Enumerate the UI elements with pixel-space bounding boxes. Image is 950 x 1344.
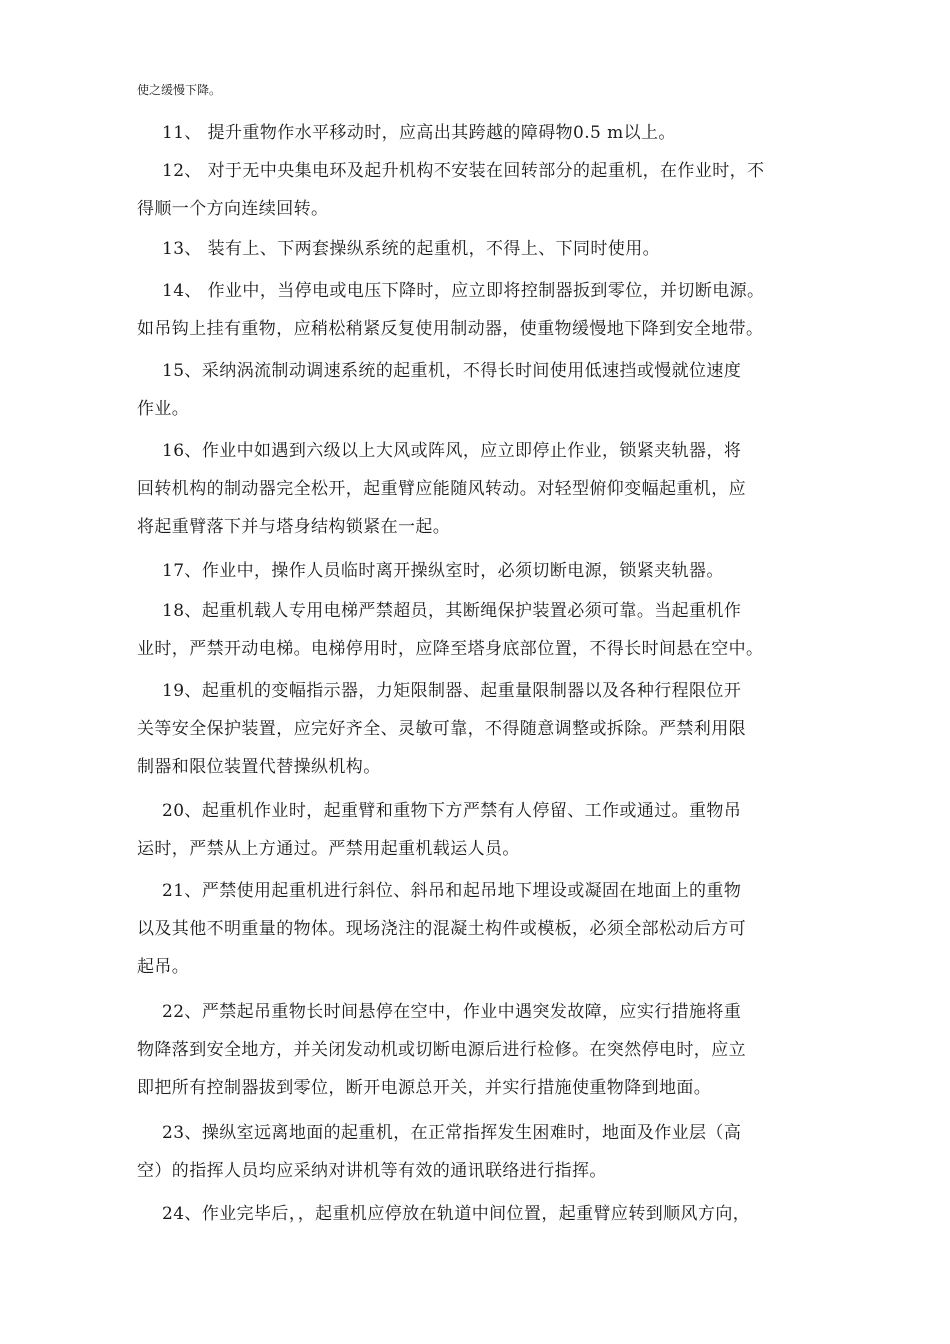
- paragraph-item-20: [137, 792, 827, 868]
- paragraph-line: 12、 对于无中央集电环及起升机构不安装在回转部分的起重机，在作业时，不: [162, 161, 765, 181]
- paragraph-line: 19、起重机的变幅指示器，力矩限制器、起重量限制器以及各种行程限位开: [162, 681, 742, 701]
- paragraph-item-16: [137, 432, 827, 546]
- paragraph-item-18: [137, 592, 827, 668]
- paragraph-line: 16、作业中如遇到六级以上大风或阵风，应立即停止作业，锁紧夹轨器，将: [162, 441, 742, 461]
- paragraph-line: 关等安全保护装置，应完好齐全、灵敏可靠，不得随意调整或拆除。严禁利用限: [137, 719, 746, 739]
- paragraph-item-17: [137, 552, 827, 590]
- paragraph-line: 运时，严禁从上方通过。严禁用起重机载运人员。: [137, 839, 520, 859]
- paragraph-line: 将起重臂落下并与塔身结构锁紧在一起。: [137, 517, 451, 537]
- paragraph-line: 如吊钩上挂有重物，应稍松稍紧反复使用制动器，使重物缓慢地下降到安全地带。: [137, 319, 764, 339]
- paragraph-line: 以及其他不明重量的物体。现场浇注的混凝土构件或模板，必须全部松动后方可: [137, 919, 746, 939]
- paragraph-line: 物降落到安全地方，并关闭发动机或切断电源后进行检修。在突然停电时，应立: [137, 1040, 746, 1060]
- paragraph-line: 21、严禁使用起重机进行斜位、斜吊和起吊地下埋设或凝固在地面上的重物: [162, 881, 742, 901]
- continued-text-fragment: 使之缓慢下降。: [137, 83, 222, 97]
- paragraph-item-21: [137, 872, 827, 986]
- paragraph-line: 起吊。: [137, 957, 190, 977]
- paragraph-line: 回转机构的制动器完全松开，起重臂应能随风转动。对轻型俯仰变幅起重机，应: [137, 479, 746, 499]
- paragraph-item-15: [137, 352, 827, 428]
- paragraph-line: 24、作业完毕后，，起重机应停放在轨道中间位置，起重臂应转到顺风方向，: [162, 1204, 751, 1224]
- paragraph-item-12: [137, 152, 827, 228]
- paragraph-line: 制器和限位装置代替操纵机构。: [137, 757, 381, 777]
- paragraph-line: 11、 提升重物作水平移动时，应高出其跨越的障碍物0.5 m以上。: [162, 123, 676, 143]
- paragraph-item-19: [137, 672, 827, 786]
- paragraph-line: 23、操纵室远离地面的起重机，在正常指挥发生困难时，地面及作业层（高: [162, 1123, 742, 1143]
- paragraph-line: 14、 作业中，当停电或电压下降时，应立即将控制器扳到零位，并切断电源。: [162, 281, 765, 301]
- paragraph-line: 13、 装有上、下两套操纵系统的起重机，不得上、下同时使用。: [162, 239, 661, 259]
- paragraph-item-23: [137, 1114, 827, 1190]
- paragraph-line: 15、采纳涡流制动调速系统的起重机，不得长时间使用低速挡或慢就位速度: [162, 361, 742, 381]
- paragraph-line: 作业。: [137, 399, 190, 419]
- paragraph-line: 17、作业中，操作人员临时离开操纵室时，必须切断电源，锁紧夹轨器。: [162, 561, 724, 581]
- paragraph-line: 20、起重机作业时，起重臂和重物下方严禁有人停留、工作或通过。重物吊: [162, 801, 742, 821]
- paragraph-line: 18、起重机载人专用电梯严禁超员，其断绳保护装置必须可靠。当起重机作: [162, 601, 742, 621]
- paragraph-item-22: [137, 993, 827, 1107]
- paragraph-item-13: [137, 230, 827, 268]
- paragraph-item-11: [137, 114, 827, 152]
- paragraph-item-24: [137, 1195, 827, 1233]
- paragraph-line: 空）的指挥人员均应采纳对讲机等有效的通讯联络进行指挥。: [137, 1161, 607, 1181]
- paragraph-line: 22、严禁起吊重物长时间悬停在空中，作业中遇突发故障，应实行措施将重: [162, 1002, 742, 1022]
- paragraph-item-14: [137, 272, 827, 348]
- paragraph-line: 即把所有控制器拔到零位，断开电源总开关，并实行措施使重物降到地面。: [137, 1078, 712, 1098]
- paragraph-line: 得顺一个方向连续回转。: [137, 199, 329, 219]
- paragraph-line: 业时，严禁开动电梯。电梯停用时，应降至塔身底部位置，不得长时间悬在空中。: [137, 639, 764, 659]
